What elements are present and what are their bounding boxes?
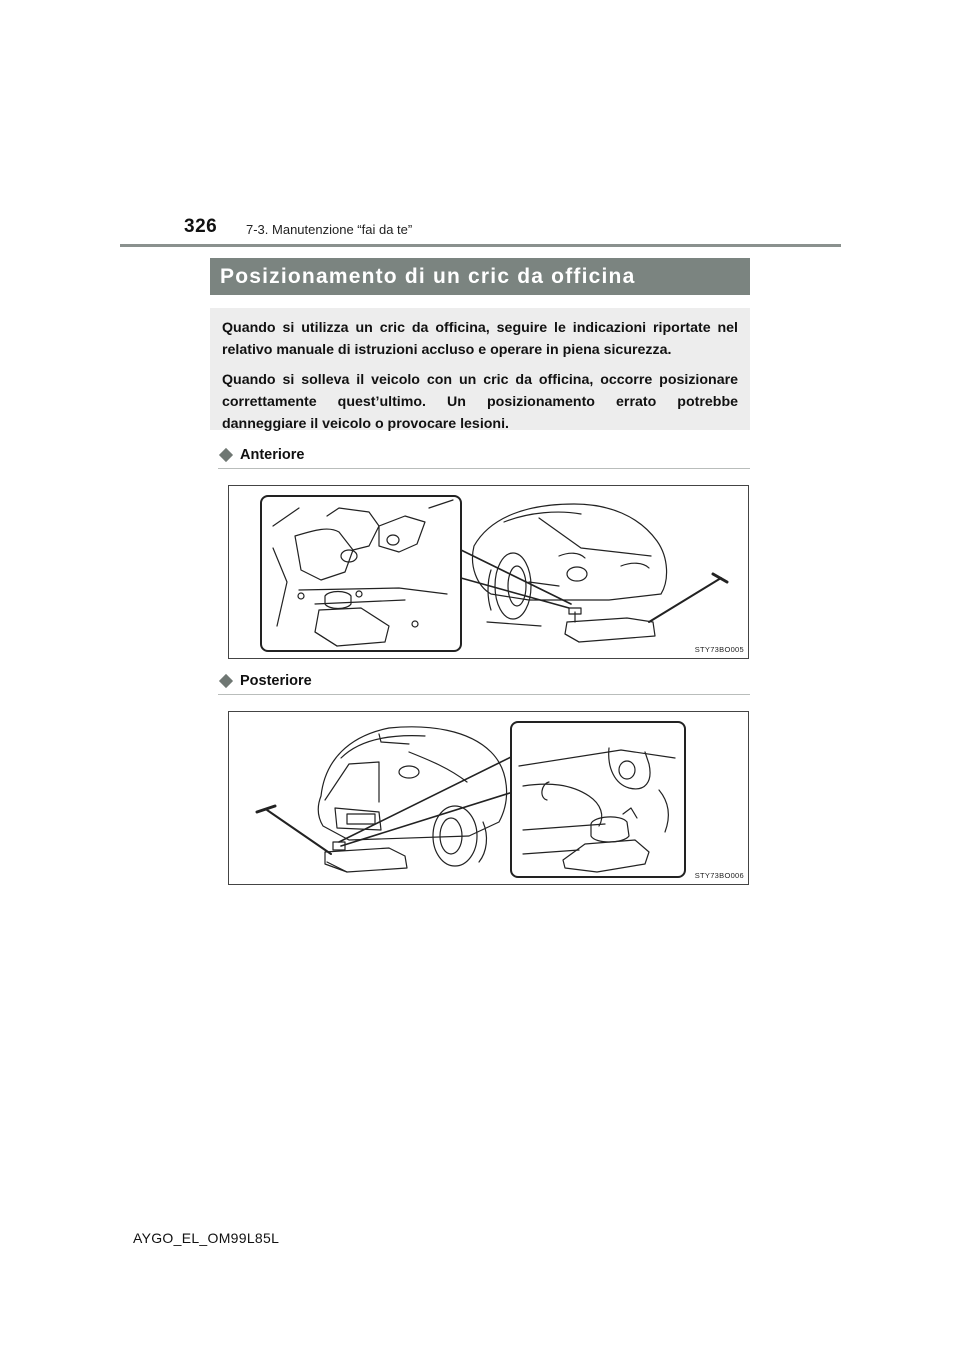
subhead-rear-label: Posteriore (240, 673, 312, 689)
figure-front-jack-point (228, 485, 749, 659)
intro-paragraph-2: Quando si solleva il veicolo con un cric da officina, occorre posizionare correttamente quest’ultimo. Un posizionamento errato potrebbe danneggiare il veicolo o provocare lesioni. (222, 372, 738, 432)
subhead-front-label: Anteriore (240, 447, 305, 463)
page-number: 326 (184, 216, 218, 237)
rear-jack-illustration (229, 712, 748, 884)
figure-rear-jack-point (228, 711, 749, 885)
page-title: Posizionamento di un cric da officina (210, 258, 750, 295)
figure-rear-code: STY73BO006 (694, 871, 744, 880)
subhead-front (218, 446, 750, 469)
document-code: AYGO_EL_OM99L85L (133, 1230, 280, 1246)
intro-paragraph-1: Quando si utilizza un cric da officina, seguire le indicazioni riportate nel relativo manuale di istruzioni accluso e operare in piena sicurezza. (222, 320, 738, 358)
diamond-bullet-icon (219, 448, 233, 462)
figure-front-code: STY73BO005 (694, 645, 744, 654)
subhead-rear (218, 672, 750, 695)
section-label: 7-3. Manutenzione “fai da te” (246, 222, 413, 237)
header-rule (120, 244, 841, 247)
front-jack-illustration (229, 486, 748, 658)
diamond-bullet-icon (219, 674, 233, 688)
intro-box (210, 308, 750, 430)
